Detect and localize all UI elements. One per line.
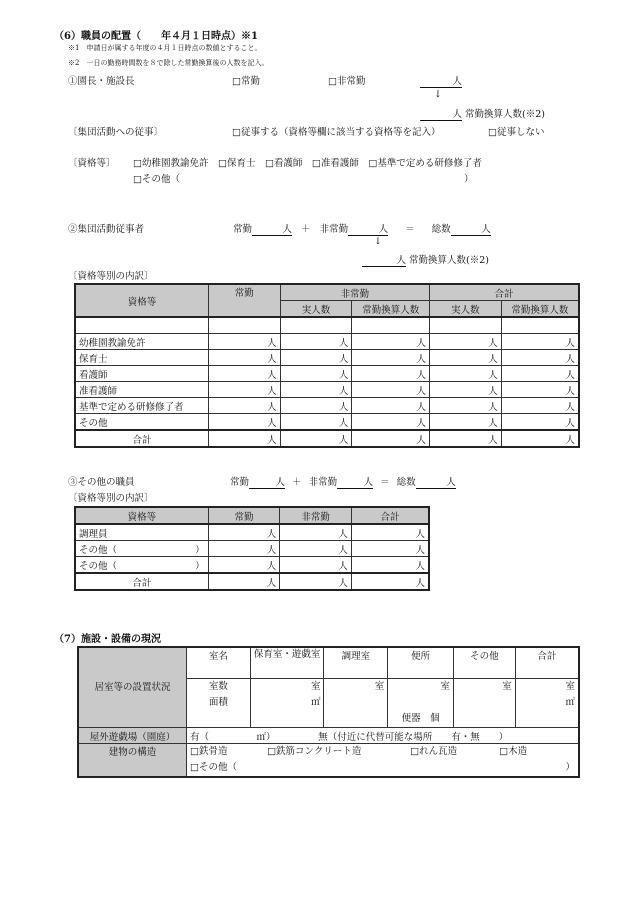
sqm-unit: ㎡ <box>565 697 575 708</box>
steel-checkbox[interactable]: □鉄骨造 <box>190 746 228 757</box>
col-part-real: 実人数 <box>280 301 352 318</box>
staff3-equation[interactable] <box>230 474 456 489</box>
col-qual: 資格等 <box>75 284 208 317</box>
cell[interactable]: 人 <box>208 414 280 431</box>
cell[interactable]: 人 <box>501 414 579 431</box>
note-2: ※2 一日の勤務時間数を８で除した常勤換算後の人数を記入。 <box>68 59 269 67</box>
down-arrow: ↓ <box>434 89 442 100</box>
cell[interactable]: 人 <box>351 557 429 574</box>
cell[interactable]: 人 <box>280 398 352 414</box>
staff2-conv-field[interactable] <box>362 252 489 267</box>
cell[interactable]: 人 <box>501 334 579 350</box>
area-label: 面積 <box>208 697 228 708</box>
cell[interactable]: 人 <box>501 382 579 398</box>
cell[interactable]: 人 <box>280 573 352 590</box>
cell[interactable]: 人 <box>352 430 430 447</box>
count-area-labels <box>187 679 251 728</box>
engage-yes-checkbox[interactable]: □従事する（資格等欄に該当する資格等を記入） <box>232 127 441 138</box>
breakdown-label: 〔資格等別の内訳〕 <box>68 271 154 282</box>
h-kitchen: 調理室 <box>324 647 388 679</box>
part-count-field[interactable]: 人 <box>337 474 373 489</box>
cell[interactable]: 人 <box>430 382 502 398</box>
cell[interactable]: 人 <box>352 414 430 431</box>
paren: ） <box>195 544 205 556</box>
table-row <box>75 414 579 431</box>
cell[interactable]: 人 <box>280 541 352 557</box>
director-conv-field[interactable] <box>420 106 545 121</box>
full-count-field[interactable]: 人 <box>252 221 292 236</box>
qual-other-checkbox[interactable]: □その他（ <box>133 174 180 185</box>
note-1: ※1 申請日が属する年度の４月１日時点の数値とすること。 <box>68 44 262 52</box>
other-label: その他（ <box>79 544 118 556</box>
cell[interactable]: 人 <box>280 350 352 366</box>
plus: ＋ <box>292 477 302 488</box>
col-total-real: 実人数 <box>430 301 502 318</box>
equals: ＝ <box>380 477 390 488</box>
table-row <box>75 430 579 447</box>
toilet-unit: 便器 個 <box>401 713 440 724</box>
h-nursery: 保育室・遊戯室 <box>250 647 324 679</box>
cell[interactable]: 人 <box>208 524 280 541</box>
total-cell[interactable] <box>515 679 579 728</box>
h-total: 合計 <box>515 647 579 679</box>
room-label: 居室等の設置状況 <box>78 647 187 728</box>
col-full: 常勤 <box>208 284 280 317</box>
cell[interactable]: 人 <box>351 524 429 541</box>
conv-label: 常勤換算人数(※2) <box>409 255 489 266</box>
table-row <box>75 382 579 398</box>
room-unit: 室 <box>374 681 385 692</box>
cell[interactable]: 人 <box>352 350 430 366</box>
full-label: 常勤 <box>233 224 253 235</box>
cell[interactable]: 人 <box>208 398 280 414</box>
cell[interactable]: 人 <box>280 557 352 574</box>
cell[interactable]: 人 <box>351 541 429 557</box>
director-parttime-checkbox[interactable]: □非常勤 <box>328 76 366 87</box>
table-row <box>75 366 579 382</box>
cell[interactable]: 人 <box>501 350 579 366</box>
other-label: その他（ <box>79 560 118 572</box>
h-name: 室名 <box>187 647 251 679</box>
h-toilet: 便所 <box>388 647 454 679</box>
cell[interactable]: 人 <box>352 334 430 350</box>
sum-label: 合計 <box>75 430 208 447</box>
cell[interactable]: 人 <box>280 334 352 350</box>
kitchen-cell[interactable] <box>324 679 388 728</box>
unit: 人 <box>362 252 406 267</box>
part-count-field[interactable]: 人 <box>348 221 388 236</box>
cell[interactable]: 人 <box>280 366 352 382</box>
col-qual: 資格等 <box>75 507 208 524</box>
count-label: 室数 <box>208 681 228 692</box>
cell[interactable]: 人 <box>501 366 579 382</box>
facility-table <box>77 646 580 778</box>
cell[interactable]: 人 <box>208 541 280 557</box>
unit: 人 <box>420 73 462 88</box>
room-unit: 室 <box>440 681 450 692</box>
cell[interactable]: 人 <box>430 430 502 447</box>
table-row <box>75 524 429 541</box>
other-cell[interactable] <box>453 679 515 728</box>
wood-checkbox[interactable]: □木造 <box>499 746 528 757</box>
staff2-equation[interactable] <box>233 221 491 236</box>
cell[interactable]: 人 <box>501 398 579 414</box>
table-row <box>75 541 429 557</box>
row-label[interactable] <box>75 541 208 557</box>
col-part: 非常勤 <box>280 284 429 301</box>
cell[interactable]: 人 <box>430 414 502 431</box>
cell[interactable]: 人 <box>208 557 280 574</box>
qual-options[interactable]: □幼稚園教諭免許 □保育士 □看護師 □准看護師 □基準で定める研修修了者 <box>133 158 482 169</box>
qual-label: 〔資格等〕 <box>68 158 116 169</box>
sqm-unit: ㎡ <box>310 697 321 708</box>
engage-no-checkbox[interactable]: □従事しない <box>488 127 545 138</box>
total-label: 総数 <box>396 477 416 488</box>
building-other-close: ） <box>565 762 575 773</box>
col-total: 合計 <box>430 284 579 301</box>
room-unit: 室 <box>310 681 321 692</box>
staff3-label: ③その他の職員 <box>68 477 135 488</box>
part-label: 非常勤 <box>308 477 338 488</box>
playground-label: 屋外遊戯場（園庭） <box>78 728 187 744</box>
director-label: ①園長・施設長 <box>68 76 135 87</box>
col-part-conv: 常勤換算人数 <box>352 301 430 318</box>
cell[interactable]: 人 <box>352 366 430 382</box>
col-full: 常勤 <box>208 507 280 524</box>
paren: ） <box>195 560 205 572</box>
full-count-field[interactable]: 人 <box>249 474 285 489</box>
qual-other-close: ） <box>464 174 474 185</box>
row-label: 調理員 <box>75 524 208 541</box>
director-fulltime-checkbox[interactable]: □常勤 <box>232 76 260 87</box>
playground-value[interactable]: 有（ ㎡） 無（付近に代替可能な場所 有・無 ） <box>187 728 579 744</box>
cell[interactable]: 人 <box>430 398 502 414</box>
nursery-cell[interactable] <box>250 679 324 728</box>
total-label: 総数 <box>431 224 451 235</box>
table-row <box>75 573 429 590</box>
cell[interactable]: 人 <box>208 334 280 350</box>
part-label: 非常勤 <box>319 224 349 235</box>
section7-title: （7）施設・設備の現況 <box>54 634 161 645</box>
row-label: 看護師 <box>75 366 208 382</box>
row-label: 准看護師 <box>75 382 208 398</box>
cell[interactable]: 人 <box>208 382 280 398</box>
col-total: 合計 <box>351 507 429 524</box>
staff2-label: ②集団活動従事者 <box>68 224 145 235</box>
engage-label: 〔集団活動への従事〕 <box>68 127 164 138</box>
room-unit: 室 <box>565 681 575 692</box>
other-staff-table <box>74 506 430 591</box>
cell[interactable]: 人 <box>352 382 430 398</box>
total-count-field[interactable]: 人 <box>451 221 491 236</box>
cell[interactable]: 人 <box>430 334 502 350</box>
breakdown-label-2: 〔資格等別の内訳〕 <box>68 493 154 504</box>
row-label[interactable] <box>75 557 208 574</box>
brick-checkbox[interactable]: □れん瓦造 <box>410 746 458 757</box>
cell[interactable]: 人 <box>430 366 502 382</box>
table-row <box>75 557 429 574</box>
cell[interactable]: 人 <box>280 430 352 447</box>
conv-label: 常勤換算人数(※2) <box>465 109 545 120</box>
room-unit: 室 <box>502 681 512 692</box>
cell[interactable]: 人 <box>280 524 352 541</box>
table-row <box>75 398 579 414</box>
full-label: 常勤 <box>230 477 250 488</box>
sum-label: 合計 <box>75 573 208 590</box>
cell[interactable]: 人 <box>208 366 280 382</box>
cell[interactable]: 人 <box>280 414 352 431</box>
building-other-checkbox[interactable]: □その他（ <box>190 762 238 773</box>
cell[interactable]: 人 <box>501 430 579 447</box>
col-total-conv: 常勤換算人数 <box>501 301 579 318</box>
cell[interactable]: 人 <box>208 350 280 366</box>
cell[interactable]: 人 <box>280 382 352 398</box>
rc-checkbox[interactable]: □鉄筋コンクリート造 <box>267 746 362 757</box>
total-count-field[interactable]: 人 <box>416 474 456 489</box>
table-row <box>75 334 579 350</box>
plus: ＋ <box>301 224 311 235</box>
equals: ＝ <box>405 224 415 235</box>
cell[interactable]: 人 <box>208 573 280 590</box>
table-row <box>75 317 579 334</box>
row-label: 基準で定める研修修了者 <box>75 398 208 414</box>
col-part: 非常勤 <box>280 507 352 524</box>
cell[interactable]: 人 <box>430 350 502 366</box>
cell[interactable]: 人 <box>208 430 280 447</box>
qualification-breakdown-table <box>74 283 580 448</box>
unit: 人 <box>420 106 462 121</box>
director-count-field[interactable] <box>420 73 462 88</box>
row-label: 幼稚園教諭免許 <box>75 334 208 350</box>
down-arrow: ↓ <box>374 236 382 247</box>
cell[interactable]: 人 <box>352 398 430 414</box>
cell[interactable]: 人 <box>351 573 429 590</box>
toilet-cell[interactable] <box>388 679 454 728</box>
table-row <box>75 350 579 366</box>
building-options[interactable] <box>187 744 579 778</box>
h-other: その他 <box>453 647 515 679</box>
row-label: 保育士 <box>75 350 208 366</box>
row-label: その他 <box>75 414 208 431</box>
building-label: 建物の構造 <box>78 744 187 778</box>
section6-title: （6）職員の配置（ 年４月１日時点）※1 <box>54 31 258 42</box>
